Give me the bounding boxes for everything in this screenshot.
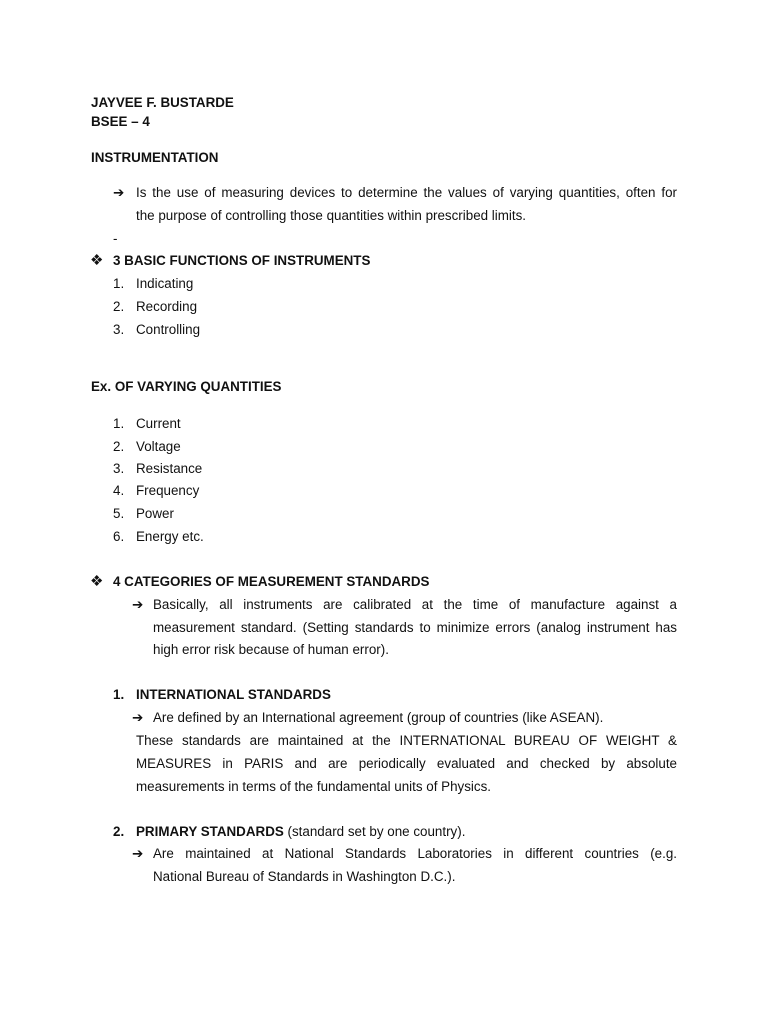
list-item-number: 3. [113,322,125,337]
section-number: 2. [113,824,125,839]
instrumentation-definition-line2: the purpose of controlling those quantities within prescribed limits. [136,208,527,223]
list-item-number: 1. [113,416,125,431]
international-para-line1: These standards are maintained at the INTERNATIONAL BUREAU OF WEIGHT & [136,733,677,748]
instrumentation-definition-line1: Is the use of measuring devices to determine the values of varying quantities, often for [136,185,677,200]
list-item: Power [136,506,174,521]
primary-heading-note: (standard set by one country). [283,824,466,839]
list-item-number: 3. [113,461,125,476]
list-item-number: 4. [113,483,125,498]
list-item: Current [136,416,181,431]
list-item-number: 1. [113,276,125,291]
list-item-number: 6. [113,529,125,544]
international-para-line3: measurements in terms of the fundamental units of Physics. [136,779,492,794]
international-para-line2: MEASURES in PARIS and are periodically evaluated and checked by absolute [136,756,677,771]
list-item-number: 2. [113,439,125,454]
list-item: Recording [136,299,198,314]
primary-definition-line2: National Bureau of Standards in Washington D.C.). [153,869,456,884]
list-item: Energy etc. [136,529,204,544]
categories-intro-line3: high error risk because of human error). [153,642,389,657]
international-heading: INTERNATIONAL STANDARDS [136,687,331,702]
list-item: Frequency [136,483,200,498]
section-number: 1. [113,687,125,702]
primary-heading-line [136,823,465,841]
primary-heading: PRIMARY STANDARDS [136,824,284,839]
arrow-icon: ➔ [132,846,144,861]
arrow-icon: ➔ [132,597,144,612]
list-item-number: 5. [113,506,125,521]
quantities-heading: Ex. OF VARYING QUANTITIES [91,379,282,394]
categories-intro-line2: measurement standard. (Setting standards to minimize errors (analog instrument has [153,620,677,635]
list-item: Indicating [136,276,194,291]
diamond-bullet-icon: ❖ [90,573,104,590]
list-item: Controlling [136,322,201,337]
arrow-icon: ➔ [113,185,125,200]
diamond-bullet-icon: ❖ [90,252,104,269]
instrumentation-heading: INSTRUMENTATION [91,150,219,165]
course-label: BSEE – 4 [91,114,150,129]
international-definition: Are defined by an International agreement (group of countries (like ASEAN). [153,710,604,725]
list-item-number: 2. [113,299,125,314]
author-name: JAYVEE F. BUSTARDE [91,95,234,110]
list-item: Resistance [136,461,203,476]
primary-definition-line1: Are maintained at National Standards Laboratories in different countries (e.g. [153,846,677,861]
categories-heading: 4 CATEGORIES OF MEASUREMENT STANDARDS [113,574,430,589]
list-item: Voltage [136,439,181,454]
categories-intro-line1: Basically, all instruments are calibrated at the time of manufacture against a [153,597,677,612]
functions-heading: 3 BASIC FUNCTIONS OF INSTRUMENTS [113,253,371,268]
dash-mark: - [113,231,118,246]
arrow-icon: ➔ [132,710,144,725]
